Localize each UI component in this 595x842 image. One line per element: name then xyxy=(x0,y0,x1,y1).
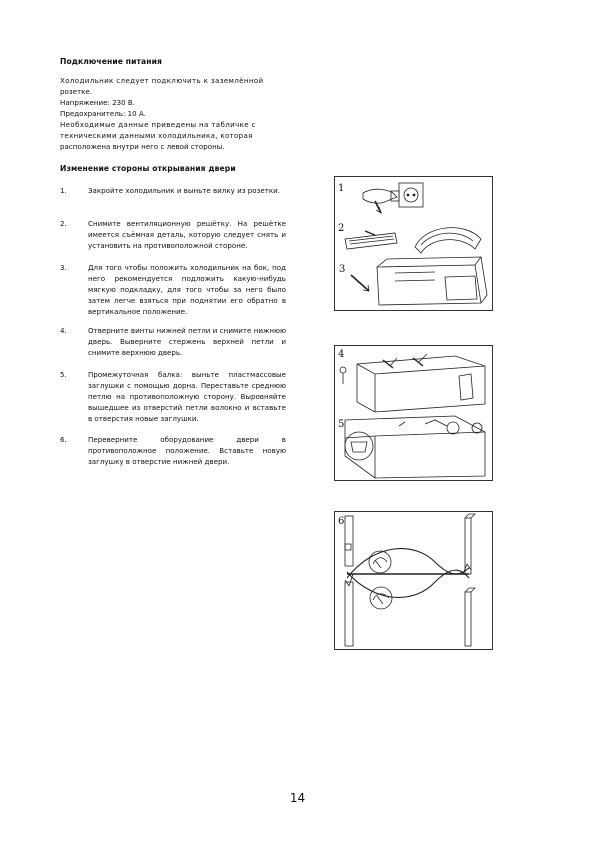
figure-label: 6 xyxy=(338,516,345,527)
illustration-door-swap xyxy=(335,512,492,649)
power-line: розетке. xyxy=(60,87,93,96)
heading-door-reversal: Изменение стороны открывания двери xyxy=(60,164,236,173)
figure-label: 5 xyxy=(338,419,345,430)
figure-label: 3 xyxy=(339,264,346,275)
step-text: Промежуточная балка: выньте пластмассовые заглушки с помощью дорна. Переставьте среднюю петлю на противоположную сторону. Выровняйте вышедшее из отверстий петли волокно и вставьте в отверстия новые заглушки. xyxy=(88,370,286,423)
step-number: 3. xyxy=(60,263,67,272)
figure-label: 2 xyxy=(338,223,345,234)
step-number: 5. xyxy=(60,370,67,379)
power-paragraph xyxy=(60,75,286,152)
illustration-hinges xyxy=(335,346,492,480)
figure-step-6 xyxy=(334,511,493,650)
power-line: Необходимые данные приведены на табличке с xyxy=(60,120,256,129)
step-text: Переверните оборудование двери в противоположное положение. Вставьте новую заглушку в отверстие нижней двери. xyxy=(88,435,286,466)
figure-label: 1 xyxy=(338,183,345,194)
power-line: Напряжение: 230 В. xyxy=(60,98,136,107)
figure-label: 4 xyxy=(338,349,345,360)
power-line: расположена внутри него с левой стороны. xyxy=(60,142,225,151)
step-number: 4. xyxy=(60,326,67,335)
step-text: Снимите вентиляционную решётку. На решётке имеется съёмная деталь, которую следует снять и установить на противоположной стороне. xyxy=(88,219,286,250)
power-line: Предохранитель: 10 А. xyxy=(60,109,146,118)
step-text: Для того чтобы положить холодильник на бок, под него рекомендуется подложить какую-нибудь мягкую подкладку, для того чтобы за него было затем легче взяться при поднятии его обратно в вертикальное положение. xyxy=(88,263,286,316)
figure-steps-1-3 xyxy=(334,176,493,311)
page-number: 14 xyxy=(289,791,306,805)
power-line: Холодильник следует подключить к заземлённой xyxy=(60,76,264,85)
step-number: 6. xyxy=(60,435,67,444)
power-line: техническими данными холодильника, которая xyxy=(60,131,253,140)
step-text: Закройте холодильник и выньте вилку из розетки. xyxy=(88,186,280,195)
heading-power: Подключение питания xyxy=(60,57,162,66)
step-number: 2. xyxy=(60,219,67,228)
illustration-unplug-grille-tilt xyxy=(335,177,492,310)
step-number: 1. xyxy=(60,186,67,195)
step-text: Отверните винты нижней петли и снимите нижнюю дверь. Выверните стержень верхней петли и снимите верхнюю дверь. xyxy=(88,326,286,357)
figure-steps-4-5 xyxy=(334,345,493,481)
